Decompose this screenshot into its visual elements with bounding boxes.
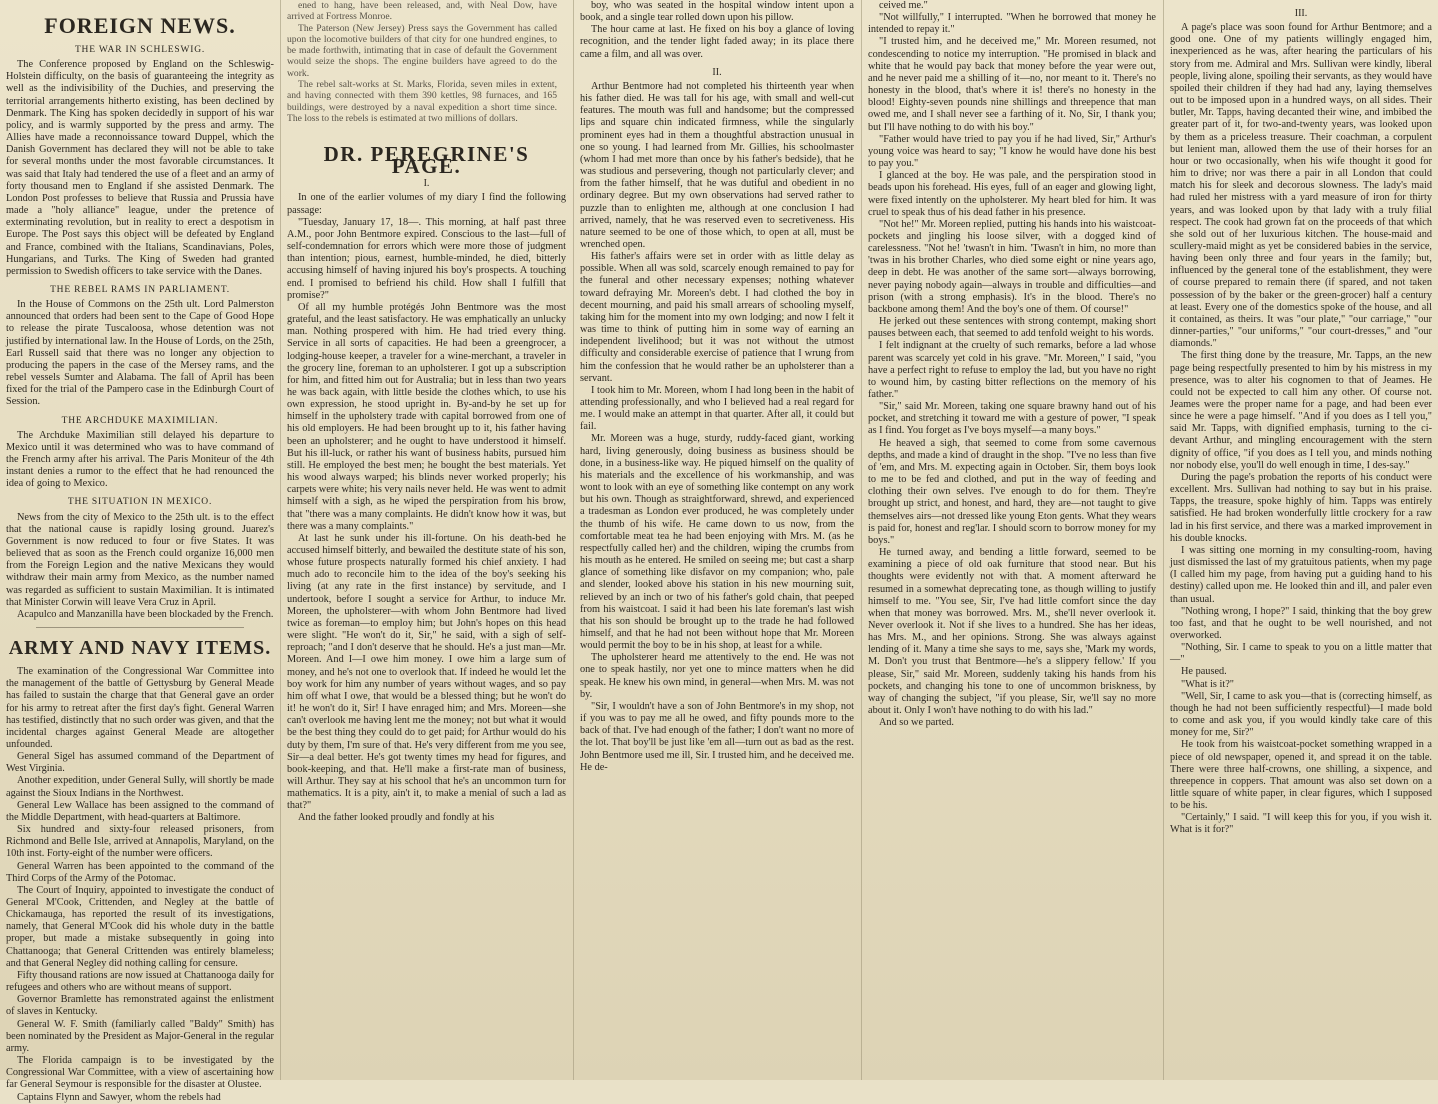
article-paragraph: The Paterson (New Jersey) Press says the Government has called upon the locomotive builders of that city for one hundred engines, to be made forthwith, intimating that in case of default the Government would seize the shops. The engine builders have agreed to do the work. — [287, 22, 557, 79]
story-paragraph: "Father would have tried to pay you if he had lived, Sir," Arthur's young voice was heard to say; "I know he would have done his best to pay you." — [868, 133, 1156, 170]
article-paragraph: The Florida campaign is to be investigated by the Congressional War Committee, with a view of ascertaining how far General Seymour is responsible for the disaster at Olustee. — [6, 1055, 274, 1091]
story-paragraph: He heaved a sigh, that seemed to come from some cavernous depths, and made a kind of draught in the shop. "I've no less than five of 'em, and Mrs. M. expecting again in October. Sir, them boys look to me to be fed and clothed, and put in the way of feeding and clothing their own selves. I've enough to do for them. They're brought up strict, and honest, and hard, they are—not taught to give themselves airs—not dressed like young Eton gents. What they wears is paid for, honest and reg'lar. I should scorn to borrow money for my boys." — [868, 437, 1156, 546]
article-paragraph: The rebel salt-works at St. Marks, Florida, seven miles in extent, and having connected with them 390 kettles, 98 furnaces, and 165 buildings, were destroyed by a naval expedition a short time since. The loss to the rebels is estimated at two millions of dollars. — [287, 79, 557, 124]
story-paragraph: "Tuesday, January 17, 18—. This morning, at half past three A.M., poor John Bentmore expired. Conscious to the last—full of self-condemnation for errors which were more those of judgment than intention; pious, earnest, humble-minded, he died, bitterly accusing himself of having injured his boy's prospects. A touching end. I promised to befriend his child. How shall I fulfill that promise?" — [287, 216, 566, 301]
story-paragraph: "Sir," said Mr. Moreen, taking one square brawny hand out of his pocket, and stretching it toward me with a gesture of power, "I speak as I find. You forget as I've boys myself—a many boys." — [868, 401, 1156, 437]
column-story-continued — [574, 0, 860, 1080]
story-paragraph: The hour came at last. He fixed on his boy a glance of loving recognition, and the tender light faded away; in its place there came a film, and all was over. — [580, 24, 854, 60]
story-paragraph: And so we parted. — [879, 717, 954, 729]
story-paragraph: He turned away, and bending a little forward, seemed to be examining a piece of old oak furniture that stood near. But his thoughts were evidently not with that. A moment afterward he resumed in a somewhat deprecating tone, as though willing to justify himself to me. "You see, Sir, I've had little comfort since the day when that money was borrowed. Mrs. M., she'll never overlook it. Never overlook it. Not if she lives to a hundred. She has her ideas, has Mrs. M., and her opinions. Strong. She was always against lending of it. Many a time she says to me, says she, 'Mark my words, M. Don't you trust that Bentmore—he's a slippery fellow.' If you please, Sir," said Mr. Moreen, suddenly taking his hands from his pockets, and changing his tone to one of uncommon briskness, by way of changing the subject, "if you please, Sir, we'll say no more about it. Only I won't have nothing to do with his lad." — [868, 547, 1156, 717]
story-paragraph: His father's affairs were set in order with as little delay as possible. When all was sold, scarcely enough remained to pay for the funeral and other necessary expenses; nothing whatever toward defraying Mr. Moreen's debt. I had clothed the boy in decent mourning, and paid his small arrears of schooling myself, taking him for the moment into my own lodging; and now I felt it was time to think of putting him in some way of earning an independent livelihood; but it was not without the utmost difficulty and considerable exercise of patience that I wrung from him the confession that he would rather be an upholsterer than a servant. — [580, 251, 854, 384]
story-paragraph: He paused. — [1181, 666, 1227, 678]
story-paragraph: Arthur Bentmore had not completed his thirteenth year when his father died. He was tall for his age, with small and well-cut features. The mouth was full and handsome; but the compressed lips and square chin indicated firmness, while the singularly prominent eyes had in them a thoughtful abstraction unusual in one so young. I had learned from Mr. Gillies, his schoolmaster (whom I had met more than once by his father's bedside), that he was studious and persevering, though not particularly clever; and from the father himself, that he was dutiful and obedient in no ordinary degree. But my own observations had served rather to puzzle than to enlighten me, although at one conclusion I had arrived, namely, that he was reserved even to secretiveness. His nature seemed to be one of those which, to open at all, must be wrenched open. — [580, 80, 854, 250]
section-head-rebel-rams: THE REBEL RAMS IN PARLIAMENT. — [50, 284, 230, 295]
story-paragraph: "Not he!" Mr. Moreen replied, putting his hands into his waistcoat-pockets and jingling his loose silver, with a dogged kind of carelessness. "Not he! 'twasn't in him. 'Twasn't in him, no more than 'twas in his brother Charles, who died some eight or nine years ago, deep in debt. He was another of the same sort—always borrowing, never paying nobody again—always in trouble and difficulties—and prison (with a strong emphasis). It's in the blood. There's no backbone among them! And the boy's one of them. Of course!" — [868, 218, 1156, 315]
article-paragraph: General Warren has been appointed to the command of the Third Corps of the Army of the Potomac. — [6, 860, 274, 884]
story-paragraph: The upholsterer heard me attentively to the end. He was not one to speak hastily, nor yet one to mince matters when he did speak. He knew his own mind, in general—when Mrs. M. was not by. — [580, 652, 854, 700]
story-paragraph: "I trusted him, and he deceived me," Mr. Moreen resumed, not condescending to notice my interruption. "He promised in black and white that he would pay back that money before the year were out, and he never paid me a shilling of it—no, nor meant to it. There's no honesty in the blood, that's where it is! there's no honesty in the blood! Eighty-seven pounds nine shillings and threepence that man owed me, and I shall never see a farthing of it. No, Sir, I thank you; but I'll have nothing to do with his boy." — [868, 36, 1156, 133]
story-paragraph: A page's place was soon found for Arthur Bentmore; and a good one. One of my patients willingly engaged him, inexperienced as he was, after hearing the particulars of his story from me. Admiral and Mrs. Sullivan were kindly, liberal people, living alone, spoiling their servants, as they would have spoiled their children if they had had any, laying themselves out to be imposed upon in a hundred ways, on all sides. Their butler, Mr. Tapps, having decanted their wine, and imbibed the greater part of it, for two-and-twenty years, was looked upon by them as a priceless treasure. Their coachman, a corpulent but lenient man, allowed them the use of their horses for an hour or two occasionally, when his wife thought it good for him to drive; nor was there a pair in all London that could match his for sleek and decorous slowness. The lady's maid had ruled her mistress with a yard measure of iron for thirty years, and was looked upon by that lady with a truly filial respect. The cook had grown fat on the proceeds of that which she sold out of her luxurious kitchen. The house-maid and scullery-maid might as yet be considered babies in the service, having been only three and four years in the family; but, influenced by the general tone of the establishment, they were of course prepared to remain there (if spared, and not taken possession of by the baker or the green-grocer) half a century at least. Every one of the domestics spoke of the house, and all it contained, as theirs. It was "our plate," "our carriage," "our dinner-parties," "our uniforms," "our court-dresses," and "our diamonds." — [1170, 22, 1432, 350]
article-paragraph: The Conference proposed by England on the Schleswig-Holstein difficulty, on the basis of guaranteeing the integrity as well as the indivisibility of the Duchies, and preserving the territorial arrangements hitherto existing, has been declined by Denmark. The King has spoken decidedly in support of his war policy, and is warmly supported by the press and army. The Allies have made a reconnoissance toward Duppel, which the Danish Government has declared they will not be able to take for several months under the most favorable circumstances. It was said that Italy had tendered the use of a fleet and an army of forty thousand men to England if she assisted Denmark. The London Post professes to believe that Russia and Prussia have made a "holy alliance" league, under the pretence of exterminating revolution, but in reality to erect a despotism in Europe. The Post says this object will be defeated by England and France, combined with the Italians, Scandinavians, Poles, Hungarians, and Turks. The King of Sweden had granted permission to Swedish officers to take service with the Danes. — [6, 59, 274, 277]
article-paragraph: Acapulco and Manzanilla have been blockaded by the French. — [17, 608, 274, 620]
story-paragraph: "Nothing wrong, I hope?" I said, thinking that the boy grew too fast, and that he ought to be well nourished, and not overworked. — [1170, 605, 1432, 641]
article-paragraph: General Lew Wallace has been assigned to the command of the Middle Department, with head-quarters at Baltimore. — [6, 799, 274, 823]
story-paragraph: He jerked out these sentences with strong contempt, making short pauses between each, that seemed to add tenfold weight to his words. — [868, 316, 1156, 340]
article-paragraph: General Sigel has assumed command of the Department of West Virginia. — [6, 751, 274, 775]
article-paragraph: The Archduke Maximilian still delayed his departure to Mexico until it was determined who was to have command of the French army after his arrival. The Paris Moniteur of the 4th instant denies a rumor to the effect that he had renounced the idea of going to Mexico. — [6, 429, 274, 490]
column-foreign-news — [0, 0, 280, 1103]
story-paragraph: "Nothing, Sir. I came to speak to you on a little matter that—" — [1170, 642, 1432, 666]
article-paragraph: Captains Flynn and Sawyer, whom the rebels had — [17, 1091, 221, 1103]
article-paragraph: News from the city of Mexico to the 25th ult. is to the effect that the national cause is rapidly losing ground. Juarez's Government is now reduced to four or five States. It was believed that as soon as the French could organize 16,000 men from the Foreign Legion and the native Mexicans they would withdraw their main army from Mexico, as the number named was regarded as sufficient to sustain Maximilian. It is intimated that Minister Corwin will leave Vera Cruz in April. — [6, 511, 274, 608]
article-paragraph: ened to hang, have been released, and, with Neal Dow, have arrived at Fortress Monroe. — [287, 0, 557, 23]
peregrine-body — [281, 142, 572, 825]
army-navy-title: ARMY AND NAVY ITEMS. — [8, 637, 272, 660]
story-paragraph: I took him to Mr. Moreen, whom I had long been in the habit of attending professionally, and who I believed had a real regard for me. I would make an attempt in that quarter. After all, it could but fail. — [580, 384, 854, 433]
story-paragraph: During the page's probation the reports of his conduct were excellent. Mrs. Sullivan had nothing to say but in his praise. Tapps, the treasure, spoke highly of him. Tapps was entirely satisfied. He had broken wonderfully little crockery for a raw lad in his first service, and there was a marked improvement in his double knocks. — [1170, 471, 1432, 544]
chapter-number: II. — [712, 66, 722, 78]
column-peregrine — [281, 0, 572, 1080]
story-paragraph: In one of the earlier volumes of my diary I find the following passage: — [287, 192, 566, 216]
story-paragraph: He took from his waistcoat-pocket something wrapped in a piece of old newspaper, opened it, and spread it on the table. There were three half-crowns, one shilling, a sixpence, and threepence in coppers. That amount was also set down on a little square of white paper, in clear figures, which I supposed to be his. — [1170, 739, 1432, 812]
story-paragraph: Of all my humble protégés John Bentmore was the most grateful, and the least satisfactory. He was emphatically an unlucky man. Nothing prospered with him. He had tried every thing. Service in all sorts of capacities. He had been a greengrocer, a lodging-house keeper, a traveler for a wine-merchant, a traveler in the grocery line, foreman to an upholsterer. I got up a subscription for him, and fitted him out for Australia; but in less than two years he was back again, with little beside the clothes which, to use his own expression, he stood upright in. By-and-by he set up for himself in the upholstery trade with capital borrowed from one of his old employers. He had been brought up to it, his father having been an upholsterer; and he ought to have understood it himself. But his ill-luck, or rather his want of business habits, pursued him still. He employed the best men; he bought the best materials. Yet his wood always warped; his blinds never worked properly; his carpets were white; his very nails never held. He was went to admit himself with a sigh, as he wiped the perspiration from his brow, that "there was a many complaints. He didn't know how it was, but there was a many complaints." — [287, 301, 566, 532]
article-paragraph: Governor Bramlette has remonstrated against the enlistment of slaves in Kentucky. — [6, 994, 274, 1018]
article-paragraph: Another expedition, under General Sully, will shortly be made against the Sioux Indians in the Northwest. — [6, 775, 274, 799]
article-paragraph: The Court of Inquiry, appointed to investigate the conduct of General M'Cook, Crittenden, and Negley at the battle of Chickamauga, has reported the result of its investigations, namely, that General M'Cook did his whole duty in the battle proper, but made a mistake subsequently in going into Chattanooga; that General Crittenden was entirely blameless; and that General Negley did nothing calling for censure. — [6, 884, 274, 969]
chapter-number: I. — [423, 178, 430, 190]
story-paragraph: "Sir, I wouldn't have a son of John Bentmore's in my shop, not if you was to pay me all he owed, and fifty pounds more to the back of that. I've had enough of the father; I don't want no more of the lot. That boy'll be just like 'em all—turn out as bad as the rest. John Bentmore used me ill, Sir. I trusted him, and he deceived me. He de- — [580, 700, 854, 773]
story-paragraph: I was sitting one morning in my consulting-room, having just dismissed the last of my gratuitous patients, when my page (I called him my page, from having put a guiding hand to his destiny) called upon me. He looked thin and ill, and paler even than usual. — [1170, 544, 1432, 605]
story-title: DR. PEREGRINE'S PAGE. — [323, 142, 530, 179]
story-paragraph: "Certainly," I said. "I will keep this for you, if you wish it. What is it for?" — [1170, 812, 1432, 836]
story-paragraph: The first thing done by the treasure, Mr. Tapps, an the new page being respectfully presented to him by his mistress in my presence, was to alter his cognomen to that of Jeames. He could not be expected to call him any other. Of course not. Jeames were the proper name for a page, and had been ever since he were a page himself. "And if you does as I tell you," said Mr. Tapps, with dignified emphasis, turning to the ci-devant Arthur, and mingling encouragement with the stern dignity of office, "if you does as I tell you, and minds nothing nor nobody else, you'll do well enough in time, I des-say." — [1170, 350, 1432, 471]
army-news-continued — [287, 0, 557, 140]
section-head-schleswig: THE WAR IN SCHLESWIG. — [74, 45, 206, 55]
foreign-news-title: FOREIGN NEWS. — [44, 13, 236, 38]
article-paragraph: General W. F. Smith (familiarly called "Baldy" Smith) has been nominated by the President as Major-General in the regular army. — [6, 1018, 274, 1054]
story-paragraph: ceived me." — [879, 0, 928, 11]
column-story-part-three — [1164, 0, 1438, 1080]
column-story-dialogue — [862, 0, 1162, 1080]
article-paragraph: In the House of Commons on the 25th ult. Lord Palmerston announced that orders had been sent to the Cape of Good Hope to release the pirate Tuscaloosa, whose detention was not justified by international law. In the House of Lords, on the 25th, Earl Russell said that there was no longer any objection to producing the papers in the case of the Mersey rams, and the rebel vessels Sumter and Alabama. The fall of April has been fixed for the trial of the Pampero case in the Edinburgh Court of Session. — [6, 299, 274, 408]
story-paragraph: I felt indignant at the cruelty of such remarks, before a lad whose parent was scarcely yet cold in his grave. "Mr. Moreen," I said, "you have a perfect right to refuse to employ the lad, but you have no right to wound him, by casting bitter reflections on the memory of his father." — [868, 340, 1156, 400]
story-paragraph: I glanced at the boy. He was pale, and the perspiration stood in beads upon his forehead. His eyes, full of an eager and glowing light, were fixed intently on the upholsterer. My heart bled for him. It was cruel to speak thus of his dead father in his presence. — [868, 170, 1156, 218]
section-head-mexico: THE SITUATION IN MEXICO. — [67, 497, 213, 508]
chapter-number: III. — [1294, 8, 1308, 19]
article-paragraph: The examination of the Congressional War Committee into the management of the battle of Gettysburg by General Meade has failed to sustain the charge that that General gave an order for his army to retreat after the first day's fight. General Warren has testified, distinctly that no such order was given, and that the incidental charges against General Meade are altogether unfounded. — [6, 666, 274, 750]
article-paragraph: Six hundred and sixty-four released prisoners, from Richmond and Belle Isle, arrived at Annapolis, Maryland, on the 10th inst. Forty-eight of the number were officers. — [6, 824, 274, 860]
story-paragraph: Mr. Moreen was a huge, sturdy, ruddy-faced giant, working hard, living generously, doing business as business should be done, in a business-like way. He piqued himself on the quality of his materials and the excellence of his workmanship, and was wont to look with an eye of something like contempt on any work but his own. Though as straightforward, shrewd, and experienced a tradesman as London ever produced, he was completely under the thumb of his wife. He came down to us now, from the comfortable meat tea he had been enjoying with Mrs. M. (as he respectfully called her) and the children, wiping the crumbs from his mouth as he entered. He smiled on seeing me; but cast a sharp glance of something like disfavor on my companion; who, pale and slender, looked above his station in his new mourning suit, relieved by an inch or two of his father's gold chain, that peeped from his waistcoat. I said it had been his late foreman's last wish that his son should be brought up to the trade he had followed himself, and that he had not been without hope that Mr. Moreen would permit the boy to be in his shop, at least for a while. — [580, 433, 854, 652]
section-head-maximilian: THE ARCHDUKE MAXIMILIAN. — [61, 415, 219, 426]
article-paragraph: Fifty thousand rations are now issued at Chattanooga daily for refugees and others who are without means of support. — [6, 969, 274, 994]
divider — [36, 627, 244, 628]
story-paragraph: And the father looked proudly and fondly at his — [298, 812, 495, 824]
story-paragraph: boy, who was seated in the hospital window intent upon a book, and a single tear rolled down upon his pillow. — [580, 0, 854, 24]
story-paragraph: At last he sunk under his ill-fortune. On his death-bed he accused himself bitterly, and bewailed the destitute state of his son, whose future prospects naturally formed his chief anxiety. I had much ado to reconcile him to the idea of the boy's seeking his living (at any rate in the first instance) by servitude, and I undertook, before I sought a service for Arthur, to induce Mr. Moreen, the upholsterer—with whom John Bentmore had lived twice as foreman—to employ him; but John's hopes on this head were slight. "He won't do it, Sir," he said, with a sigh of self-reproach; "and I don't deserve that he should. He's a just man—Mr. Moreen. And I—I owe him money. I owe him a large sum of money, and he's not one to overlook that. If indeed he would let the boy work for him any number of years without wages, and so pay him off what I owe, that would be a blessed thing; but he won't do it! he won't do it, Sir! I have enraged him; and Mrs. Moreen—she can't overlook me having lent me the money; not but what it would be the best thing they could do to get paid; for Arthur would do his duty by them, I'm sure of that. He's very different from me you see, Sir—a deal better. He's got twenty times my head for figures, and book-keeping, and that. He'll make a first-rate man of business, will Arthur. They say at his school that he's an uncommon turn for mathematics. It is a pity, ain't it, to make a menial of such a lad as that?" — [287, 532, 566, 812]
story-paragraph: "Well, Sir, I came to ask you—that is (correcting himself, as though he had not been sufficiently respectful)—I made bold to come and ask you, if you would kindly take care of this money for me, Sir?" — [1170, 690, 1432, 739]
story-paragraph: "What is it?" — [1181, 678, 1235, 690]
story-paragraph: "Not willfully," I interrupted. "When he borrowed that money he intended to repay it." — [868, 12, 1156, 36]
